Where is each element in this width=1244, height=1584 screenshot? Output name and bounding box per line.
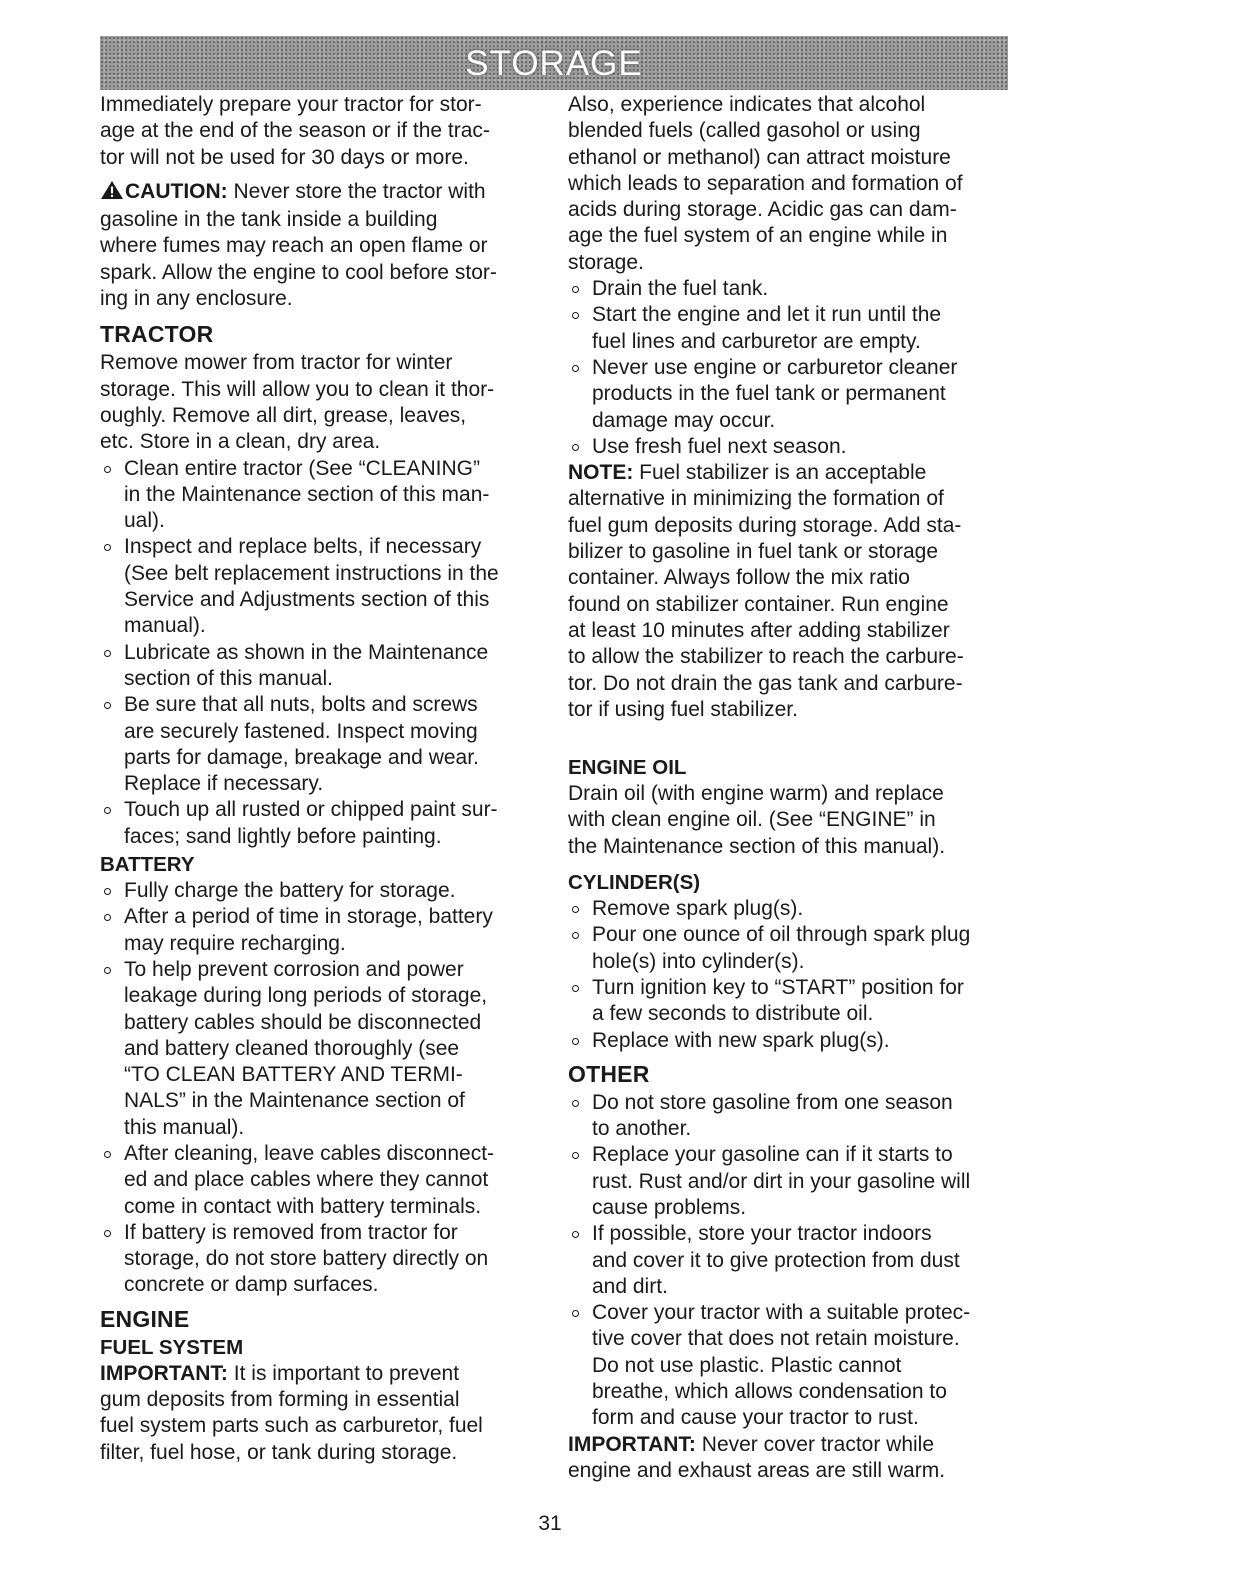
important-label: IMPORTANT: [568,1432,696,1456]
engine-heading: ENGINE [100,1305,190,1332]
list-item: After a period of time in storage, battery may require recharging. [100,904,540,957]
fuel-paragraph: Also, experience indicates that alcohol blended fuels (called gasohol or using ethanol or methanol) can attract moisture which leads to separation and formation of acids during storage. Acidic gas can dam- age the fuel system of an engine while in storage. [568,93,963,274]
list-item: Do not store gasoline from one season to another. [568,1090,1018,1143]
fuel-list [568,276,1018,460]
warning-triangle-icon [100,180,124,207]
storage-banner [100,36,1008,90]
list-item: Drain the fuel tank. [568,276,1018,302]
caution-paragraph: CAUTION: Never store the tractor with gasoline in the tank inside a building where fumes may reach an open flame or spark. Allow the engine to cool before stor- ing in any enclosure. [100,179,497,311]
list-item: Replace with new spark plug(s). [568,1028,1018,1054]
page-number: 31 [538,1512,562,1535]
battery-list [100,878,540,1299]
list-item: Pour one ounce of oil through spark plug hole(s) into cylinder(s). [568,922,1018,975]
list-item: Be sure that all nuts, bolts and screws are securely fastened. Inspect moving parts for damage, breakage and wear. Replace if necessary. [100,692,540,797]
list-item: Remove spark plug(s). [568,896,1018,922]
engine-oil-paragraph: Drain oil (with engine warm) and replace with clean engine oil. (See “ENGINE” in the Maintenance section of this manual). [568,782,946,858]
list-item: If battery is removed from tractor for storage, do not store battery directly on concrete or damp surfaces. [100,1220,540,1299]
intro-paragraph: Immediately prepare your tractor for stor- age at the end of the season or if the trac- tor will not be used for 30 days or more. [100,93,490,169]
left-column [100,92,540,1466]
list-item: Use fresh fuel next season. [568,434,1018,460]
note-paragraph: NOTE: Fuel stabilizer is an acceptable alternative in minimizing the formation of fuel gum deposits during storage. Add sta- bilizer to gasoline in fuel tank or storage container. Always follow the mix ratio found on stabilizer container. Run engine at least 10 minutes after adding stabilizer to allow the stabilizer to reach the carbure- tor. Do not drain the gas tank and carbure- tor if using fuel stabilizer. [568,461,964,721]
tractor-intro: Remove mower from tractor for winter storage. This will allow you to clean it thor- oughly. Remove all dirt, grease, leaves, etc. Store in a clean, dry area. [100,351,495,454]
cylinders-heading: CYLINDER(S) [568,871,701,895]
list-item: To help prevent corrosion and power leakage during long periods of storage, battery cables should be disconnected and battery cleaned thoroughly (see “TO CLEAN BATTERY AND TERMI- NALS” in the Maintenance section of this manual). [100,957,540,1141]
list-item: Cover your tractor with a suitable protec- tive cover that does not retain moisture. Do not use plastic. Plastic cannot breathe, which allows condensation to form and cause your tractor to rust. [568,1300,1018,1431]
other-list [568,1090,1018,1432]
tractor-list [100,456,540,850]
fuel-system-heading: FUEL SYSTEM [100,1335,244,1359]
note-label: NOTE: [568,461,634,485]
list-item: Touch up all rusted or chipped paint sur- faces; sand lightly before painting. [100,797,540,850]
list-item: Inspect and replace belts, if necessary (See belt replacement instructions in the Service and Adjustments section of this manual). [100,534,540,639]
engine-oil-heading: ENGINE OIL [568,756,687,780]
list-item: Lubricate as shown in the Maintenance section of this manual. [100,640,540,693]
list-item: Turn ignition key to “START” position for a few seconds to distribute oil. [568,975,1018,1028]
caution-label: CAUTION: [125,179,228,203]
fuel-important-paragraph: IMPORTANT: It is important to prevent gum deposits from forming in essential fuel system parts such as carburetor, fuel filter, fuel hose, or tank during storage. [100,1361,483,1464]
list-item: Start the engine and let it run until the fuel lines and carburetor are empty. [568,302,1018,355]
list-item: After cleaning, leave cables disconnect- ed and place cables where they cannot come in contact with battery terminals. [100,1141,540,1220]
important-label: IMPORTANT: [100,1361,228,1385]
list-item: If possible, store your tractor indoors and cover it to give protection from dust and dirt. [568,1221,1018,1300]
tractor-heading: TRACTOR [100,321,214,348]
list-item: Replace your gasoline can if it starts to rust. Rust and/or dirt in your gasoline will cause problems. [568,1142,1018,1221]
cylinders-list [568,896,1018,1054]
other-heading: OTHER [568,1060,650,1087]
list-item: Never use engine or carburetor cleaner products in the fuel tank or permanent damage may occur. [568,355,1018,434]
other-important-paragraph: IMPORTANT: Never cover tractor while engine and exhaust areas are still warm. [568,1432,946,1482]
list-item: Fully charge the battery for storage. [100,878,540,904]
list-item: Clean entire tractor (See “CLEANING” in the Maintenance section of this man- ual). [100,456,540,535]
battery-heading: BATTERY [100,853,195,877]
right-column [568,92,1018,1484]
page-title: STORAGE [465,43,643,83]
